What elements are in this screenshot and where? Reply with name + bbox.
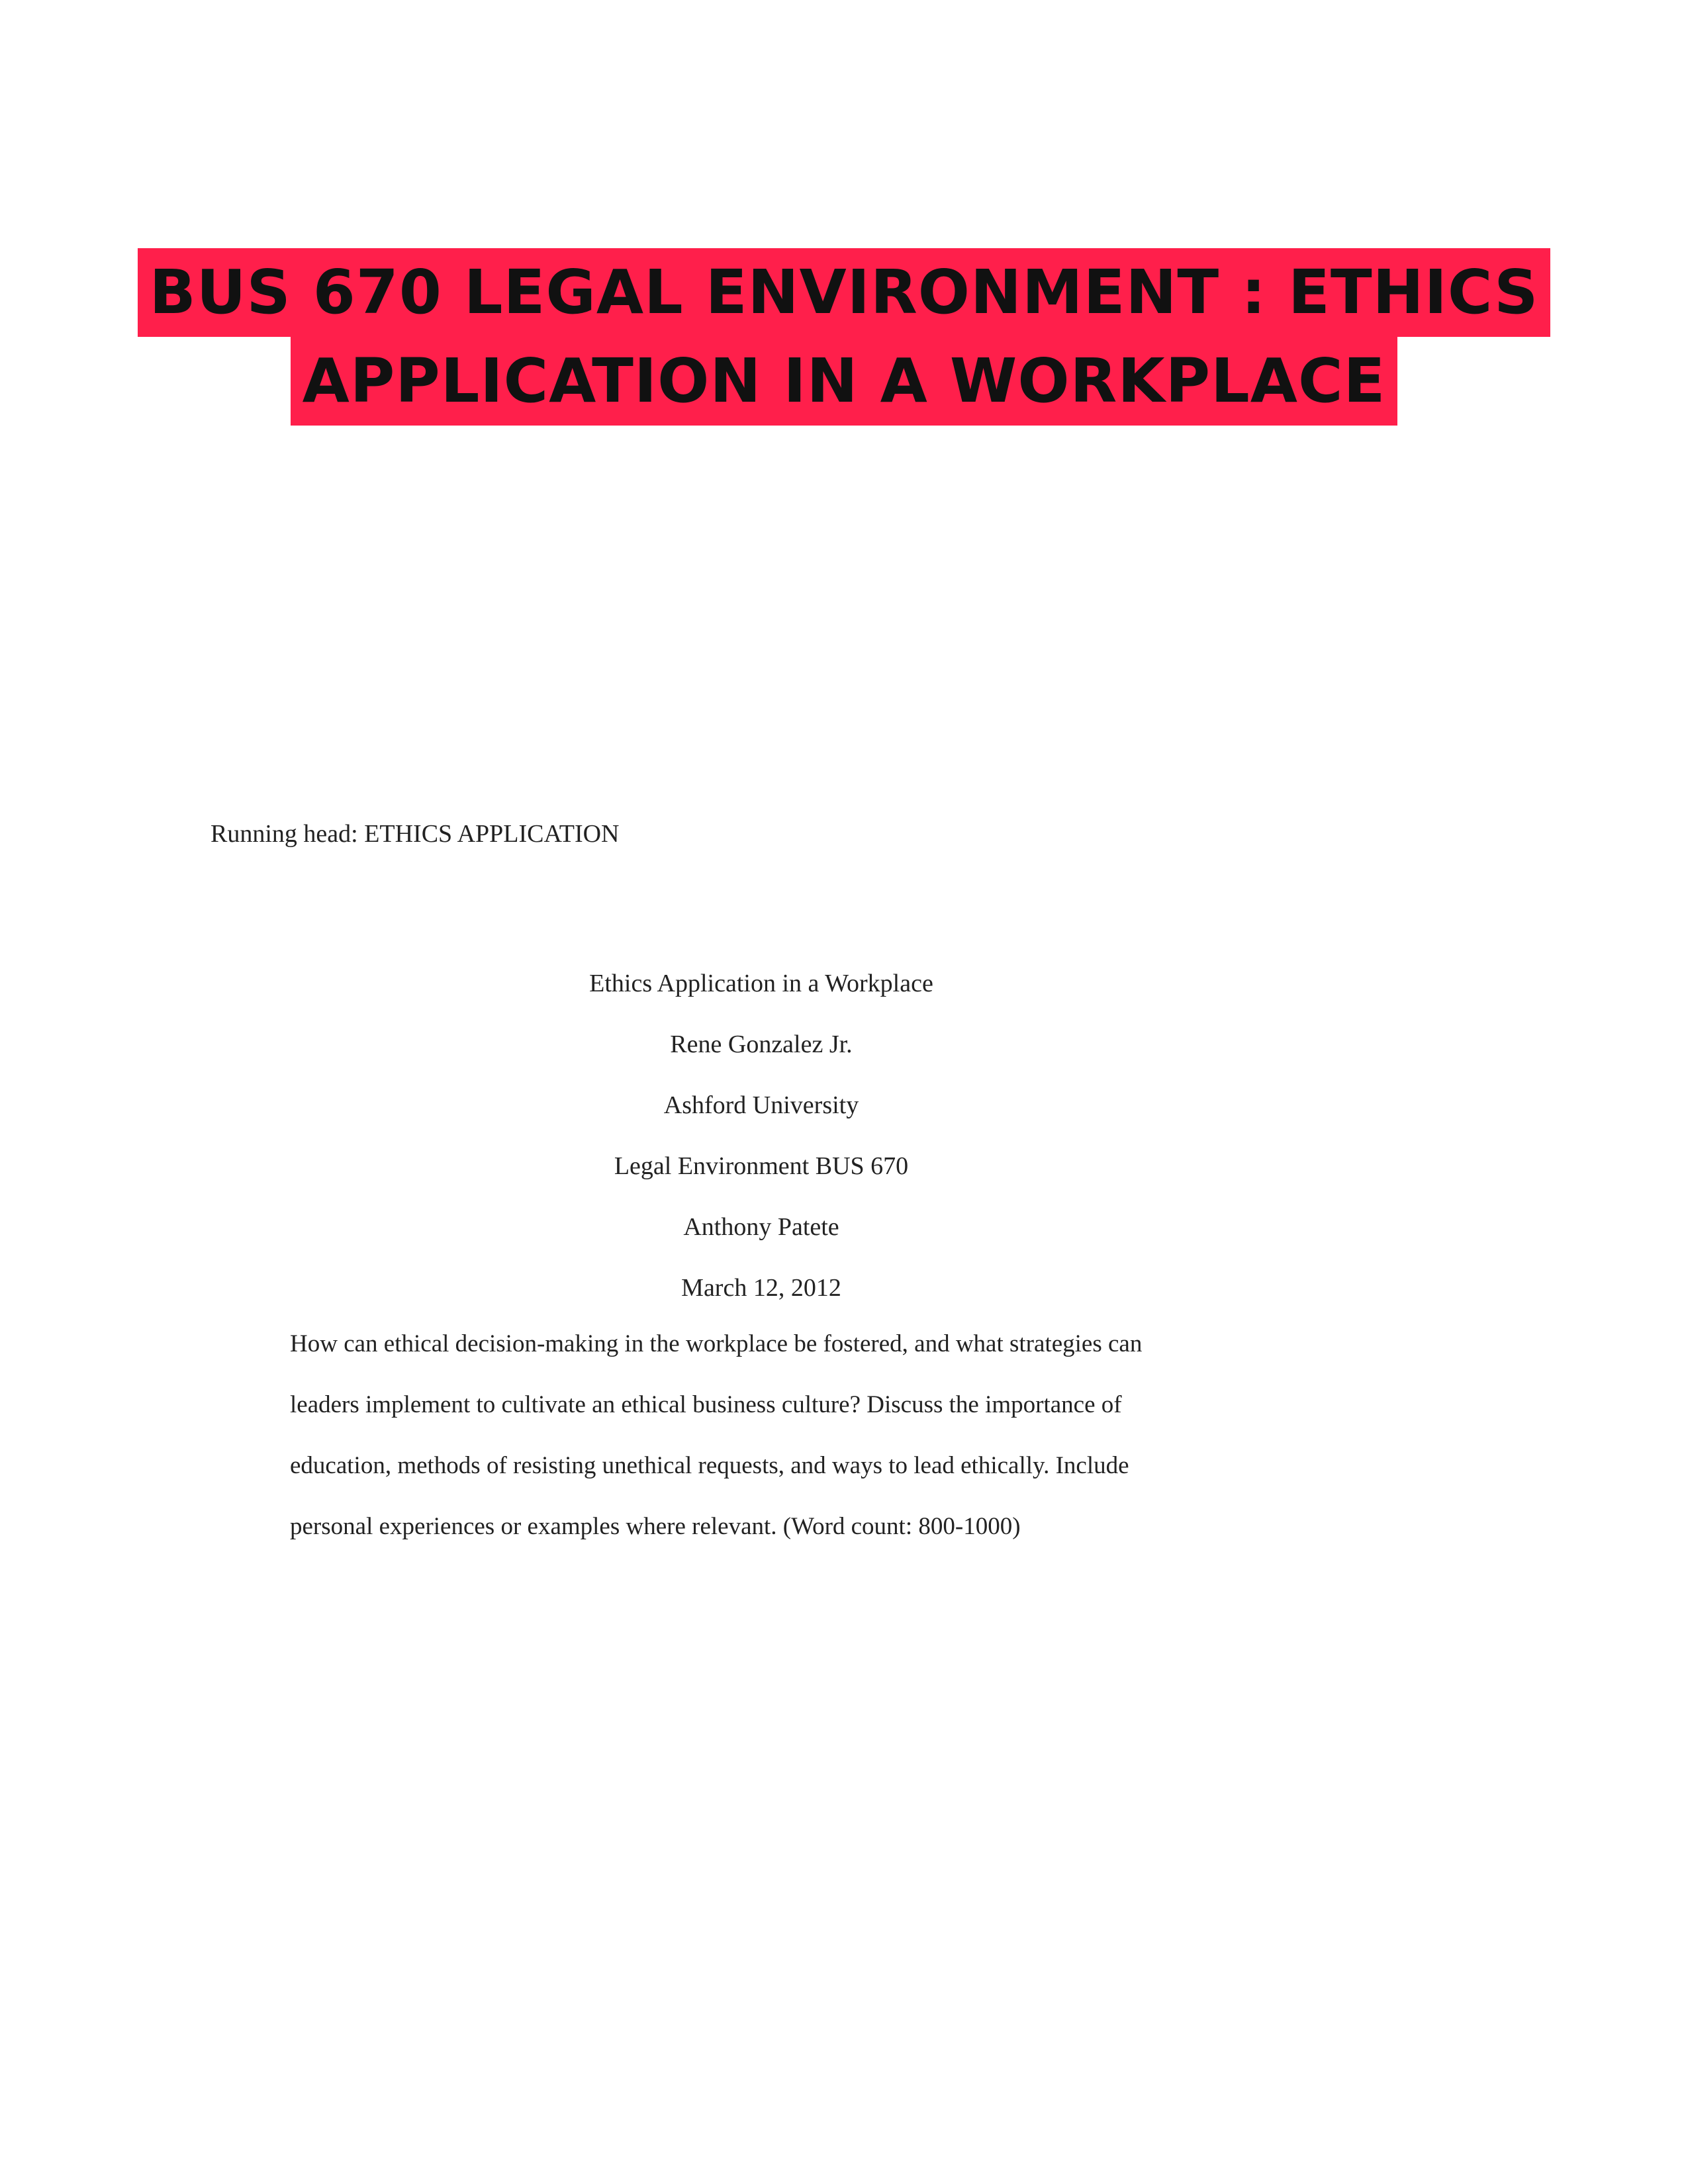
prompt-line-3: education, methods of resisting unethical requests, and ways to lead ethically. Include xyxy=(290,1452,1129,1479)
banner-title-line-2 xyxy=(0,337,1688,426)
title-page-block xyxy=(0,953,1523,1318)
author-name: Rene Gonzalez Jr. xyxy=(670,1030,853,1058)
prompt-line-4: personal experiences or examples where relevant. (Word count: 800-1000) xyxy=(290,1513,1021,1540)
banner-title xyxy=(0,248,1688,426)
instructor-name: Anthony Patete xyxy=(683,1213,839,1241)
assignment-prompt xyxy=(290,1314,1230,1557)
running-head: Running head: ETHICS APPLICATION xyxy=(211,820,620,848)
prompt-line-2: leaders implement to cultivate an ethical business culture? Discuss the importance of xyxy=(290,1391,1122,1418)
prompt-line-1: How can ethical decision-making in the workplace be fostered, and what strategies can xyxy=(290,1330,1143,1357)
institution-name: Ashford University xyxy=(663,1091,859,1119)
banner-title-line-2-text: APPLICATION IN A WORKPLACE xyxy=(291,337,1398,426)
banner-title-line-1-text: BUS 670 LEGAL ENVIRONMENT : ETHICS xyxy=(138,248,1551,337)
paper-date: March 12, 2012 xyxy=(681,1274,841,1302)
course-name: Legal Environment BUS 670 xyxy=(614,1152,909,1180)
paper-title: Ethics Application in a Workplace xyxy=(589,970,933,997)
banner-title-line-1 xyxy=(0,248,1688,337)
